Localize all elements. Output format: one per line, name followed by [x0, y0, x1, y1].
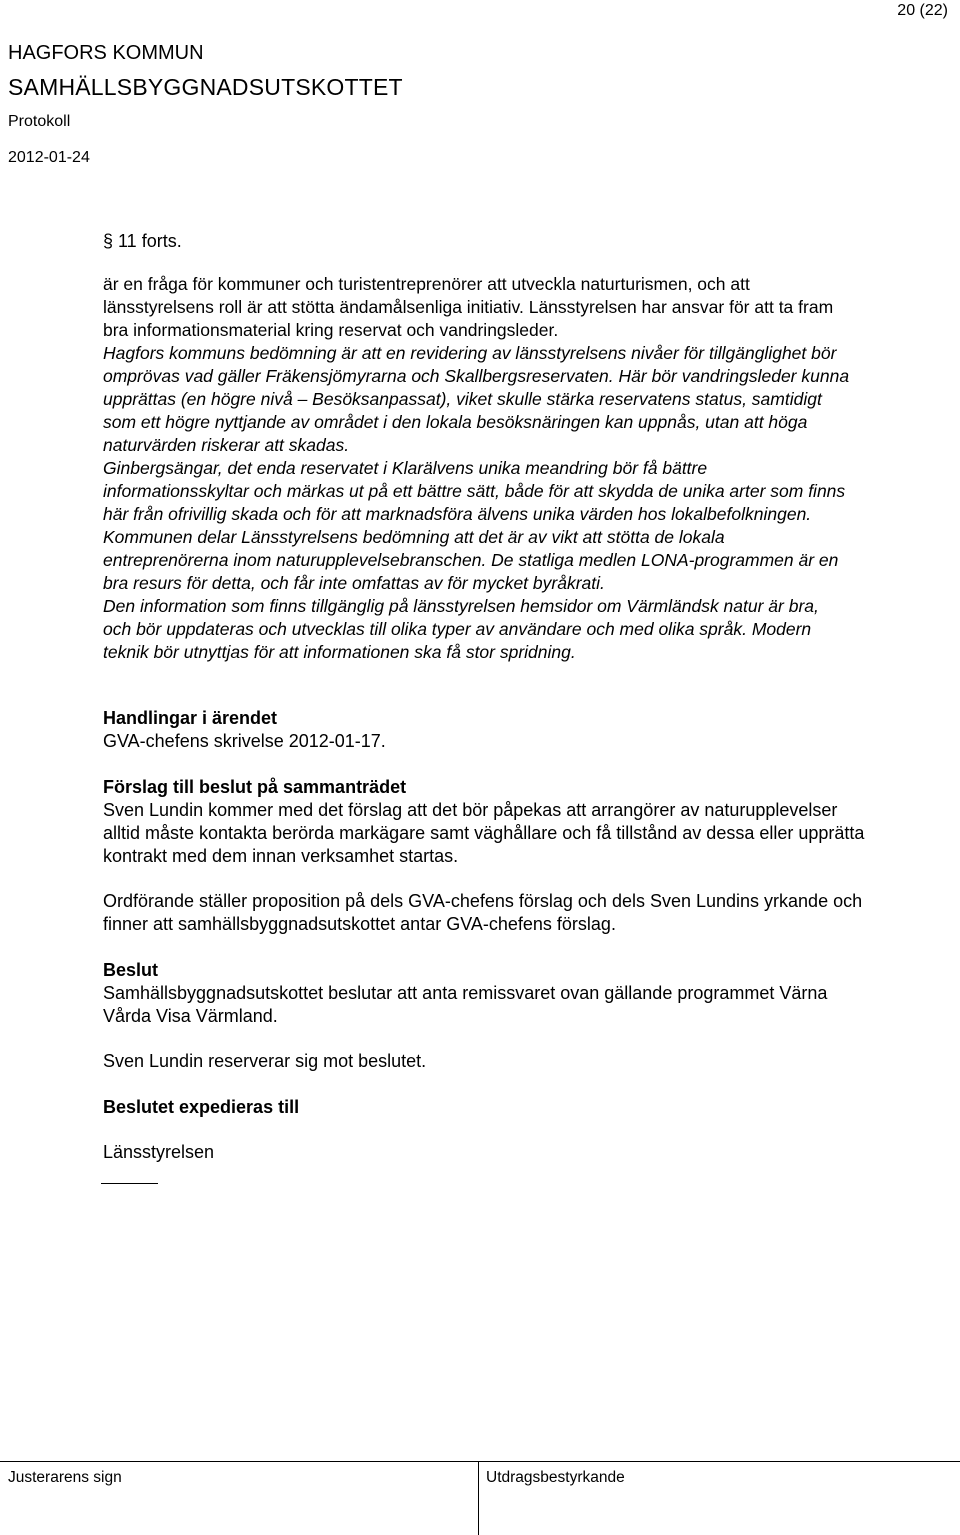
- beslut-line: Samhällsbyggnadsutskottet beslutar att anta remissvaret ovan gällande programmet Värna: [103, 983, 828, 1003]
- footer-utdragsbestyrkande: Utdragsbestyrkande: [486, 1469, 625, 1486]
- forslag-heading: Förslag till beslut på sammanträdet: [103, 777, 407, 797]
- proposition-line: Ordförande ställer proposition på dels GVA-chefens förslag och dels Sven Lundins yrkande och: [103, 891, 863, 911]
- intro-line: är en fråga för kommuner och turistentreprenörer att utveckla naturturismen, och att: [103, 274, 750, 294]
- reservation-line: Sven Lundin reserverar sig mot beslutet.: [103, 1051, 427, 1071]
- meeting-date: 2012-01-24: [8, 149, 90, 166]
- proposition-paragraph: [103, 890, 953, 936]
- reservation-text: [103, 1050, 953, 1073]
- committee-name: SAMHÄLLSBYGGNADSUTSKOTTET: [8, 74, 403, 100]
- intro-paragraph: [103, 273, 953, 342]
- forslag-line: alltid måste kontakta berörda markägare samt väghållare och få tillstånd av dessa eller upprätta: [103, 823, 865, 843]
- beslut-line: Vårda Visa Värmland.: [103, 1006, 278, 1026]
- assessment-line: upprättas (en högre nivå – Besöksanpassat), viket skulle stärka reservatens status, samtidigt: [103, 389, 822, 409]
- footer-rule: [0, 1461, 960, 1462]
- footer-justerare-sign: Justerarens sign: [8, 1469, 122, 1486]
- assessment-line: Ginbergsängar, det enda reservatet i Klarälvens unika meandring bör få bättre: [103, 458, 708, 478]
- forslag-section: [103, 776, 953, 868]
- intro-line: länsstyrelsens roll är att stötta ändamålsenliga initiativ. Länsstyrelsen har ansvar för att ta fram: [103, 297, 834, 317]
- handlingar-heading: Handlingar i ärendet: [103, 708, 278, 728]
- page-number: 20 (22): [897, 2, 948, 19]
- forslag-line: kontrakt med dem innan verksamhet startas.: [103, 846, 459, 866]
- assessment-line: naturvärden riskerar att skadas.: [103, 435, 350, 455]
- assessment-line: entreprenörerna inom naturupplevelsebranschen. De statliga medlen LONA-programmen är en: [103, 550, 839, 570]
- assessment-line: teknik bör utnyttjas för att informationen ska få stor spridning.: [103, 642, 576, 662]
- recipient-block: [103, 1141, 953, 1164]
- beslut-section: [103, 959, 953, 1028]
- section-number: § 11 forts.: [103, 231, 182, 251]
- assessment-line: bra resurs för detta, och får inte omfattas av för mycket byråkrati.: [103, 573, 605, 593]
- handlingar-section: [103, 707, 953, 753]
- expedieras-heading: Beslutet expedieras till: [103, 1097, 300, 1117]
- assessment-line: Kommunen delar Länsstyrelsens bedömning att det är av vikt att stötta de lokala: [103, 527, 725, 547]
- assessment-line: som ett högre nyttjande av området i den lokala besöksnäringen kan uppnås, utan att höga: [103, 412, 808, 432]
- municipal-assessment: [103, 342, 953, 664]
- assessment-line: informationsskyltar och märkas ut på ett bättre sätt, både för att skydda de unika arter som finns: [103, 481, 846, 501]
- recipient-name: Länsstyrelsen: [103, 1142, 215, 1162]
- footer-divider: [478, 1461, 479, 1535]
- assessment-line: omprövas vad gäller Fräkensjömyrarna och Skallbergsreservaten. Här bör vandringsleder kunna: [103, 366, 850, 386]
- assessment-line: Hagfors kommuns bedömning är att en revidering av länsstyrelsens nivåer för tillgänglighet bör: [103, 343, 837, 363]
- handlingar-text: GVA-chefens skrivelse 2012-01-17.: [103, 731, 386, 751]
- proposition-line: finner att samhällsbyggnadsutskottet antar GVA-chefens förslag.: [103, 914, 616, 934]
- assessment-line: Den information som finns tillgänglig på länsstyrelsen hemsidor om Värmländsk natur är bra,: [103, 596, 819, 616]
- municipality-name: HAGFORS KOMMUN: [8, 42, 204, 64]
- assessment-line: och bör uppdateras och utvecklas till olika typer av användare och med olika språk. Modern: [103, 619, 812, 639]
- intro-line: bra informationsmaterial kring reservat och vandringsleder.: [103, 320, 559, 340]
- beslut-heading: Beslut: [103, 960, 159, 980]
- expedieras-section: [103, 1096, 953, 1119]
- document-type: Protokoll: [8, 113, 71, 130]
- forslag-line: Sven Lundin kommer med det förslag att det bör påpekas att arrangörer av naturupplevelser: [103, 800, 838, 820]
- signature-line: [101, 1183, 158, 1184]
- assessment-line: här från ofrivillig skada och för att marknadsföra älvens unika värden hos lokalbefolkningen.: [103, 504, 812, 524]
